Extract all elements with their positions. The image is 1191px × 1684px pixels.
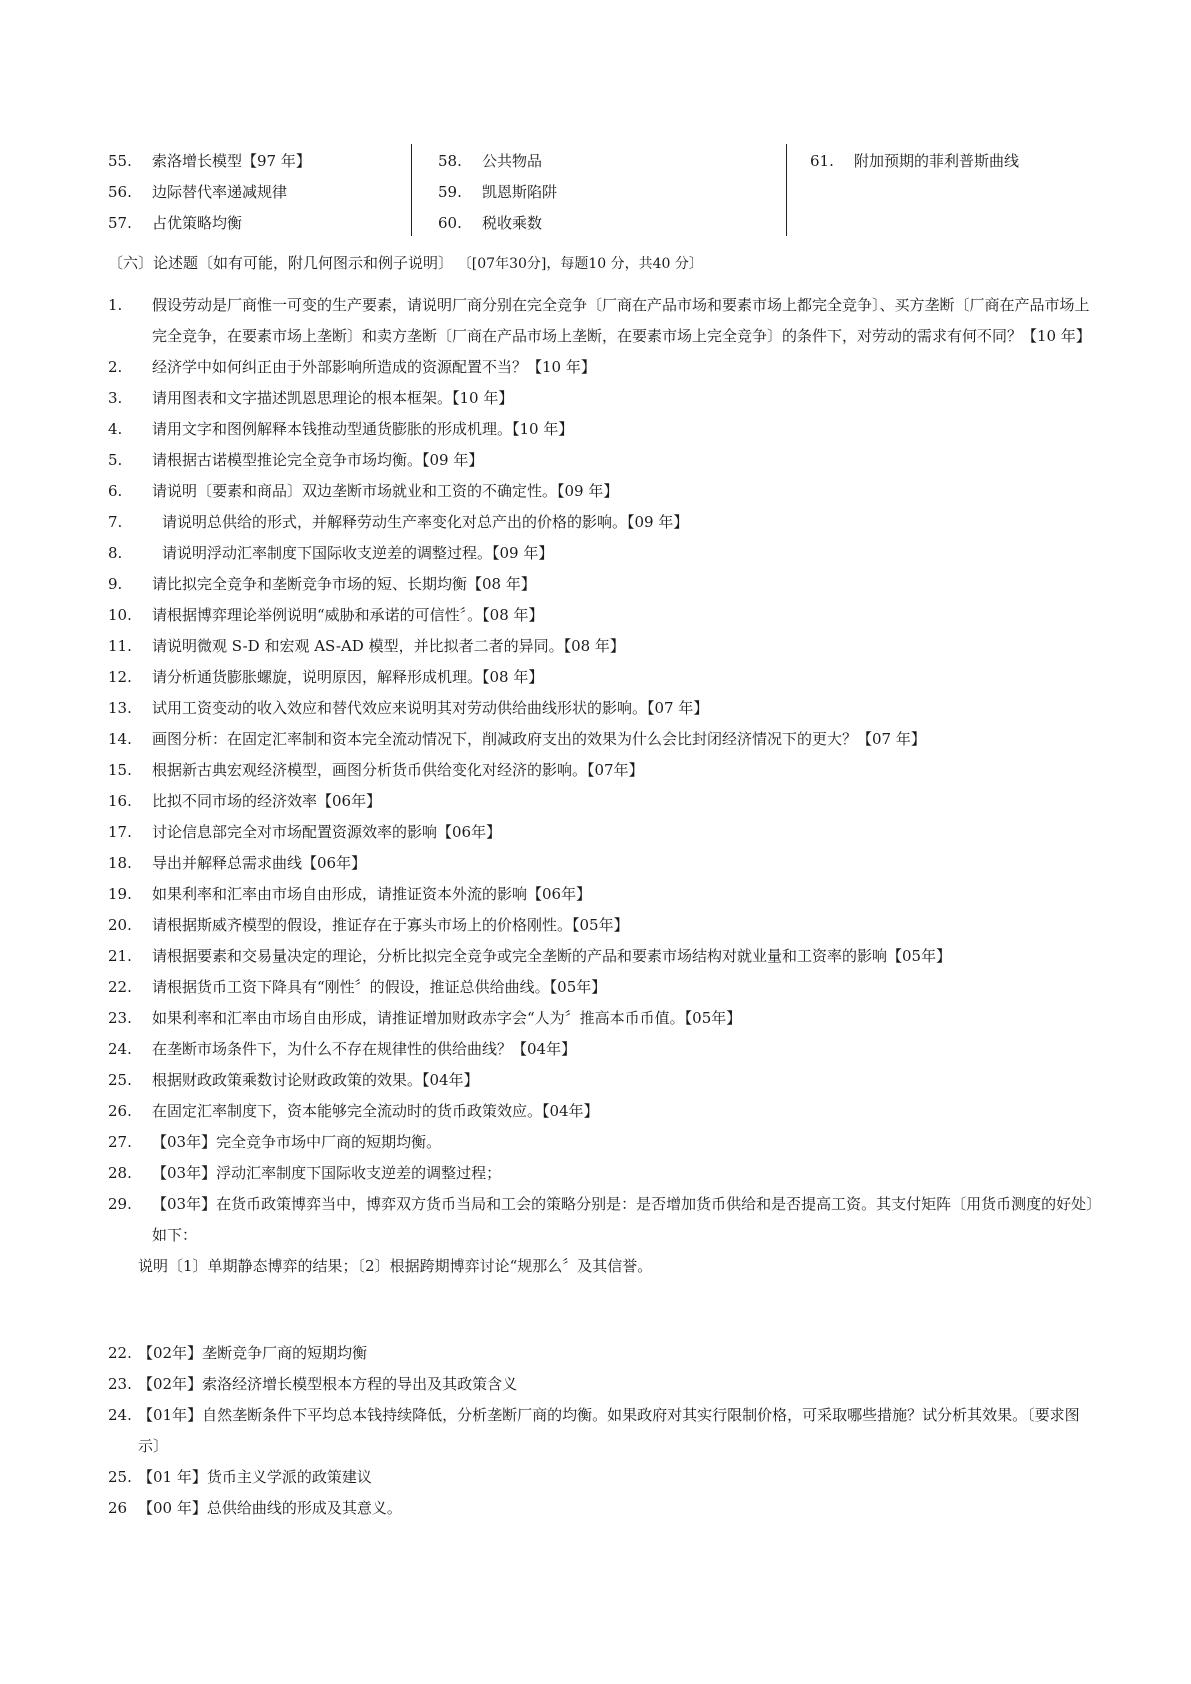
question-number: 23. bbox=[108, 1009, 132, 1027]
question-number: 28. bbox=[108, 1164, 132, 1182]
question-text: 假设劳动是厂商惟一可变的生产要素，请说明厂商分别在完全竞争〔厂商在产品市场和要素市场上都完全竞争〕、买方垄断〔厂商在产品市场上完全竞争，在要素市场上垄断〕和卖方垄断〔厂商在产品市场上垄断，在要素市场上完全竞争〕的条件下，对劳动的需求有何不同？【10 年】 bbox=[152, 296, 1091, 345]
question-number: 10. bbox=[108, 606, 132, 624]
question-text: 请根据要素和交易量决定的理论，分析比拟完全竞争或完全垄断的产品和要素市场结构对就业量和工资率的影响【05年】 bbox=[152, 947, 952, 965]
term-number: 61. bbox=[810, 152, 834, 170]
question-number: 2. bbox=[108, 358, 123, 376]
term-item bbox=[426, 208, 786, 239]
question-text: 【03年】浮动汇率制度下国际收支逆差的调整过程； bbox=[152, 1164, 502, 1182]
question-text: 【02年】垄断竞争厂商的短期均衡 bbox=[138, 1344, 368, 1362]
question-number: 12. bbox=[108, 668, 132, 686]
question-text: 请分析通货膨胀螺旋，说明原因，解释形成机理。【08 年】 bbox=[152, 668, 544, 686]
question-text: 请说明〔要素和商品〕双边垄断市场就业和工资的不确定性。【09 年】 bbox=[152, 482, 619, 500]
essay-question bbox=[108, 1158, 1098, 1189]
term-number: 59. bbox=[438, 183, 462, 201]
essay-question bbox=[108, 507, 1098, 538]
term-text: 占优策略均衡 bbox=[152, 214, 243, 232]
question-text: 在固定汇率制度下，资本能够完全流动时的货币政策效应。【04年】 bbox=[152, 1102, 599, 1120]
question-text: 【01 年】货币主义学派的政策建议 bbox=[138, 1468, 372, 1486]
essay-question bbox=[108, 786, 1098, 817]
essay-question bbox=[108, 383, 1098, 414]
essay-question-list bbox=[108, 290, 1098, 1282]
question-number: 22. bbox=[108, 1344, 132, 1362]
section-title: 〔六〕论述题〔如有可能，附几何图示和例子说明〕 bbox=[108, 254, 454, 272]
essay-question bbox=[108, 631, 1098, 662]
question-text: 讨论信息部完全对市场配置资源效率的影响【06年】 bbox=[152, 823, 502, 841]
essay-question bbox=[108, 538, 1098, 569]
essay-question bbox=[108, 1369, 1098, 1400]
essay-question bbox=[108, 1189, 1098, 1251]
essay-question bbox=[108, 476, 1098, 507]
question-number: 22. bbox=[108, 978, 132, 996]
question-number: 18. bbox=[108, 854, 132, 872]
question-text: 【00 年】总供给曲线的形成及其意义。 bbox=[138, 1499, 402, 1517]
question-text: 经济学中如何纠正由于外部影响所造成的资源配置不当？【10 年】 bbox=[152, 358, 596, 376]
column-divider bbox=[786, 144, 787, 236]
question-number: 5. bbox=[108, 451, 123, 469]
question-number: 7. bbox=[108, 513, 123, 531]
question-text: 根据财政政策乘数讨论财政政策的效果。【04年】 bbox=[152, 1071, 479, 1089]
essay-question bbox=[108, 941, 1098, 972]
question-number: 23. bbox=[108, 1375, 132, 1393]
question-text: 请根据斯威齐模型的假设，推证存在于寡头市场上的价格刚性。【05年】 bbox=[152, 916, 629, 934]
question-number: 26 bbox=[108, 1499, 128, 1517]
question-number: 1. bbox=[108, 296, 123, 314]
essay-question bbox=[108, 1127, 1098, 1158]
question-text: 请说明总供给的形式，并解释劳动生产率变化对总产出的价格的影响。【09 年】 bbox=[162, 513, 689, 531]
question-number: 15. bbox=[108, 761, 132, 779]
question-text: 请用图表和文字描述凯恩思理论的根本框架。【10 年】 bbox=[152, 389, 514, 407]
question-text: 请根据古诺模型推论完全竞争市场均衡。【09 年】 bbox=[152, 451, 484, 469]
question-note: 说明〔1〕单期静态博弈的结果；〔2〕根据跨期博弈讨论“规那么〞及其信誉。 bbox=[138, 1257, 653, 1275]
essay-question bbox=[108, 1096, 1098, 1127]
section-note: 〔[07年30分]，每题10 分，共40 分〕 bbox=[457, 256, 703, 272]
question-number: 11. bbox=[108, 637, 132, 655]
question-number: 8. bbox=[108, 544, 123, 562]
question-text: 如果利率和汇率由市场自由形成，请推证资本外流的影响【06年】 bbox=[152, 885, 592, 903]
question-number: 25. bbox=[108, 1468, 132, 1486]
term-text: 公共物品 bbox=[482, 152, 543, 170]
question-text: 【03年】完全竞争市场中厂商的短期均衡。 bbox=[152, 1133, 442, 1151]
term-item bbox=[426, 146, 786, 177]
essay-question bbox=[108, 445, 1098, 476]
question-number: 21. bbox=[108, 947, 132, 965]
term-text: 附加预期的菲利普斯曲线 bbox=[854, 152, 1020, 170]
term-number: 56. bbox=[108, 183, 132, 201]
question-text: 比拟不同市场的经济效率【06年】 bbox=[152, 792, 382, 810]
term-number: 58. bbox=[438, 152, 462, 170]
earlier-years-list bbox=[108, 1338, 1098, 1524]
essay-question bbox=[108, 1065, 1098, 1096]
essay-question bbox=[108, 972, 1098, 1003]
term-item bbox=[108, 146, 408, 177]
question-text: 画图分析：在固定汇率制和资本完全流动情况下，削减政府支出的效果为什么会比封闭经济情况下的更大？【07 年】 bbox=[152, 730, 926, 748]
term-number: 60. bbox=[438, 214, 462, 232]
term-column-2 bbox=[426, 146, 786, 239]
question-number: 25. bbox=[108, 1071, 132, 1089]
column-divider bbox=[411, 144, 412, 236]
essay-question bbox=[108, 879, 1098, 910]
term-item bbox=[804, 146, 1104, 177]
essay-question bbox=[108, 724, 1098, 755]
essay-question bbox=[108, 1338, 1098, 1369]
question-number: 6. bbox=[108, 482, 123, 500]
term-number: 55. bbox=[108, 152, 132, 170]
essay-question bbox=[108, 352, 1098, 383]
question-number: 9. bbox=[108, 575, 123, 593]
question-text: 试用工资变动的收入效应和替代效应来说明其对劳动供给曲线形状的影响。【07 年】 bbox=[152, 699, 709, 717]
term-column-3 bbox=[804, 146, 1104, 177]
question-number: 24. bbox=[108, 1040, 132, 1058]
essay-question bbox=[108, 1400, 1098, 1462]
term-column-1 bbox=[108, 146, 408, 239]
question-text: 请用文字和图例解释本钱推动型通货膨胀的形成机理。【10 年】 bbox=[152, 420, 574, 438]
question-text: 导出并解释总需求曲线【06年】 bbox=[152, 854, 367, 872]
question-number: 14. bbox=[108, 730, 132, 748]
essay-question bbox=[108, 1034, 1098, 1065]
question-number: 17. bbox=[108, 823, 132, 841]
essay-question bbox=[108, 600, 1098, 631]
term-list bbox=[108, 146, 1108, 242]
term-item bbox=[426, 177, 786, 208]
essay-question bbox=[108, 662, 1098, 693]
term-text: 凯恩斯陷阱 bbox=[482, 183, 558, 201]
essay-question bbox=[108, 290, 1098, 352]
question-text: 【01年】自然垄断条件下平均总本钱持续降低，分析垄断厂商的均衡。如果政府对其实行限制价格，可采取哪些措施？试分析其效果。〔要求图示〕 bbox=[138, 1406, 1080, 1455]
term-item bbox=[108, 177, 408, 208]
question-number: 13. bbox=[108, 699, 132, 717]
question-number: 20. bbox=[108, 916, 132, 934]
term-number: 57. bbox=[108, 214, 132, 232]
term-item bbox=[108, 208, 408, 239]
essay-question bbox=[108, 414, 1098, 445]
section-heading bbox=[108, 250, 703, 277]
essay-question bbox=[108, 1493, 1098, 1524]
essay-question bbox=[108, 693, 1098, 724]
question-number: 24. bbox=[108, 1406, 132, 1424]
question-number: 26. bbox=[108, 1102, 132, 1120]
essay-question bbox=[108, 755, 1098, 786]
question-text: 【03年】在货币政策博弈当中，博弈双方货币当局和工会的策略分别是：是否增加货币供给和是否提高工资。其支付矩阵〔用货币测度的好处〕如下： bbox=[152, 1195, 1094, 1244]
question-text: 请说明浮动汇率制度下国际收支逆差的调整过程。【09 年】 bbox=[162, 544, 554, 562]
essay-question bbox=[108, 910, 1098, 941]
question-text: 请说明微观 S-D 和宏观 AS-AD 模型，并比拟者二者的异同。【08 年】 bbox=[152, 637, 625, 655]
question-text: 如果利率和汇率由市场自由形成，请推证增加财政赤字会“人为〞推高本币币值。【05年】 bbox=[152, 1009, 742, 1027]
essay-question bbox=[108, 569, 1098, 600]
term-text: 税收乘数 bbox=[482, 214, 543, 232]
question-number: 29. bbox=[108, 1195, 132, 1213]
question-text: 在垄断市场条件下，为什么不存在规律性的供给曲线？【04年】 bbox=[152, 1040, 577, 1058]
essay-question bbox=[108, 817, 1098, 848]
essay-question bbox=[108, 1462, 1098, 1493]
question-text: 请根据博弈理论举例说明“威胁和承诺的可信性〞。【08 年】 bbox=[152, 606, 544, 624]
question-text: 请比拟完全竞争和垄断竞争市场的短、长期均衡【08 年】 bbox=[152, 575, 536, 593]
term-text: 索洛增长模型【97 年】 bbox=[152, 152, 311, 170]
question-number: 19. bbox=[108, 885, 132, 903]
question-number: 16. bbox=[108, 792, 132, 810]
question-number: 4. bbox=[108, 420, 123, 438]
term-text: 边际替代率递减规律 bbox=[152, 183, 288, 201]
question-number: 3. bbox=[108, 389, 123, 407]
essay-question bbox=[108, 1003, 1098, 1034]
question-number: 27. bbox=[108, 1133, 132, 1151]
question-text: 请根据货币工资下降具有“刚性〞的假设，推证总供给曲线。【05年】 bbox=[152, 978, 607, 996]
essay-question bbox=[108, 848, 1098, 879]
question-text: 根据新古典宏观经济模型，画图分析货币供给变化对经济的影响。【07年】 bbox=[152, 761, 644, 779]
question-text: 【02年】索洛经济增长模型根本方程的导出及其政策含义 bbox=[138, 1375, 518, 1393]
